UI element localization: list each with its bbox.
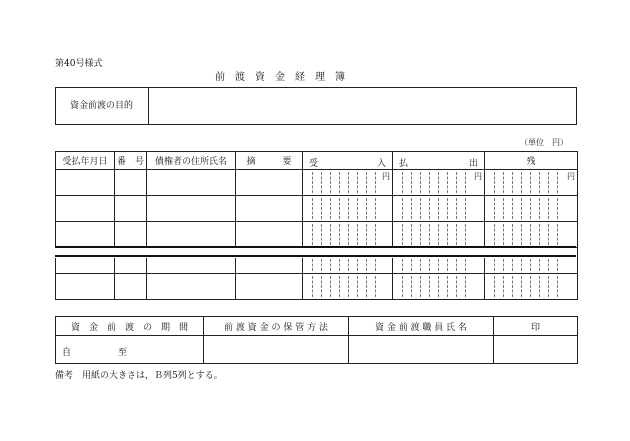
col-creditor: 債権者の住所氏名 — [147, 152, 236, 170]
col-payment: 払 出 — [393, 152, 485, 170]
purpose-label: 資金前渡の目的 — [70, 101, 134, 111]
seal-header: 印 — [494, 317, 578, 336]
purpose-field[interactable] — [156, 102, 566, 114]
staff-header: 資 金 前 渡 職 員 氏 名 — [349, 317, 494, 336]
col-balance: 残 — [485, 152, 578, 170]
from-label: 自 — [62, 347, 72, 358]
yen-unit: 円 — [567, 172, 575, 181]
col-date: 受払年月日 — [56, 152, 115, 170]
page-break-line-top — [55, 246, 576, 248]
custody-field[interactable] — [204, 336, 349, 364]
staff-field[interactable] — [349, 336, 494, 364]
bottom-table — [55, 316, 578, 364]
table-row — [56, 170, 578, 196]
unit-label: （単位 円） — [520, 138, 568, 147]
yen-unit: 円 — [474, 172, 482, 181]
form-number: 第40号様式 — [55, 59, 103, 69]
period-header: 資 金 前 渡 の 期 間 — [56, 317, 204, 336]
period-field[interactable] — [56, 336, 204, 364]
col-receipt: 受 入 — [303, 152, 393, 170]
page-title: 前 渡 資 金 経 理 簿 — [215, 72, 345, 83]
purpose-box — [55, 87, 577, 125]
note: 備考 用紙の大きさは，Ｂ列5列とする。 — [55, 371, 223, 381]
table-row — [56, 196, 578, 222]
col-summary: 摘 要 — [236, 152, 303, 170]
col-number: 番 号 — [115, 152, 147, 170]
custody-header: 前 渡 資 金 の 保 管 方 法 — [204, 317, 349, 336]
table-row — [56, 222, 578, 248]
page-break-line-bottom — [55, 255, 576, 257]
header-row — [56, 152, 578, 170]
table-row — [56, 274, 578, 300]
seal-field[interactable] — [494, 336, 578, 364]
to-label: 至 — [118, 347, 128, 358]
yen-unit: 円 — [382, 172, 390, 181]
ledger-table — [55, 151, 578, 300]
